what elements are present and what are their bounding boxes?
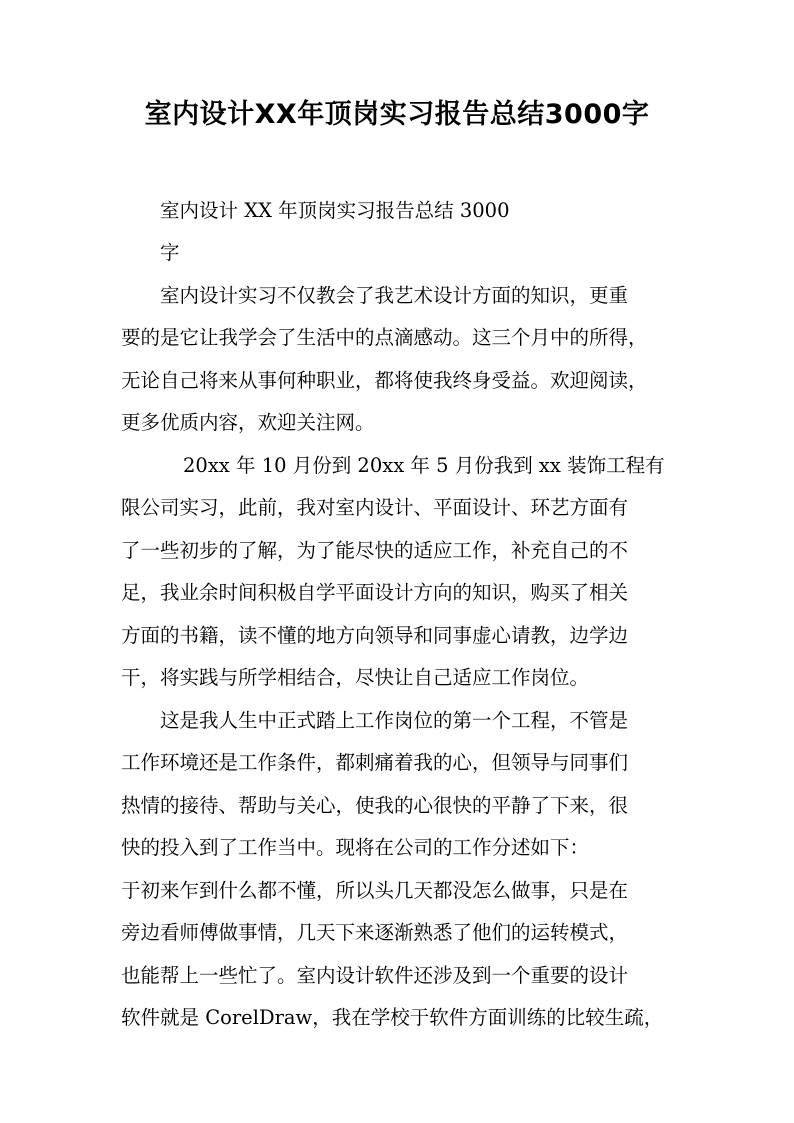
- paragraph-line: 也能帮上一些忙了。室内设计软件还涉及到一个重要的设计: [121, 964, 629, 987]
- paragraph-line: 足，我业余时间积极自学平面设计方向的知识，购买了相关: [121, 581, 629, 604]
- subtitle-line: 室内设计 XX 年顶岗实习报告总结 3000: [160, 199, 510, 222]
- paragraph-line: 这是我人生中正式踏上工作岗位的第一个工程，不管是: [160, 709, 629, 732]
- paragraph-line: 室内设计实习不仅教会了我艺术设计方面的知识，更重: [160, 284, 629, 307]
- paragraph-line: 20xx 年 10 月份到 20xx 年 5 月份我到 xx 装饰工程有: [183, 454, 665, 477]
- document-title: 室内设计XX年顶岗实习报告总结3000字: [144, 99, 650, 130]
- paragraph-line: 旁边看师傅做事情，几天下来逐渐熟悉了他们的运转模式，: [121, 921, 629, 944]
- paragraph-line: 于初来乍到什么都不懂，所以头几天都没怎么做事，只是在: [121, 879, 629, 902]
- paragraph-line: 工作环境还是工作条件，都刺痛着我的心，但领导与同事们: [121, 751, 629, 774]
- paragraph-line: 了一些初步的了解，为了能尽快的适应工作，补充自己的不: [121, 539, 629, 562]
- paragraph-line: 更多优质内容，欢迎关注网。: [121, 411, 375, 434]
- paragraph-line: 限公司实习，此前，我对室内设计、平面设计、环艺方面有: [121, 496, 629, 519]
- subtitle-line: 字: [160, 241, 180, 264]
- paragraph-line: 热情的接待、帮助与关心，使我的心很快的平静了下来，很: [121, 794, 629, 817]
- paragraph-line: 软件就是 CorelDraw，我在学校于软件方面训练的比较生疏，: [121, 1006, 664, 1029]
- paragraph-line: 要的是它让我学会了生活中的点滴感动。这三个月中的所得，: [121, 326, 648, 349]
- paragraph-line: 方面的书籍，读不懂的地方向领导和同事虚心请教，边学边: [121, 624, 629, 647]
- paragraph-line: 快的投入到了工作当中。现将在公司的工作分述如下：: [121, 836, 590, 859]
- paragraph-line: 干，将实践与所学相结合，尽快让自己适应工作岗位。: [121, 666, 590, 689]
- paragraph-line: 无论自己将来从事何种职业，都将使我终身受益。欢迎阅读，: [121, 369, 648, 392]
